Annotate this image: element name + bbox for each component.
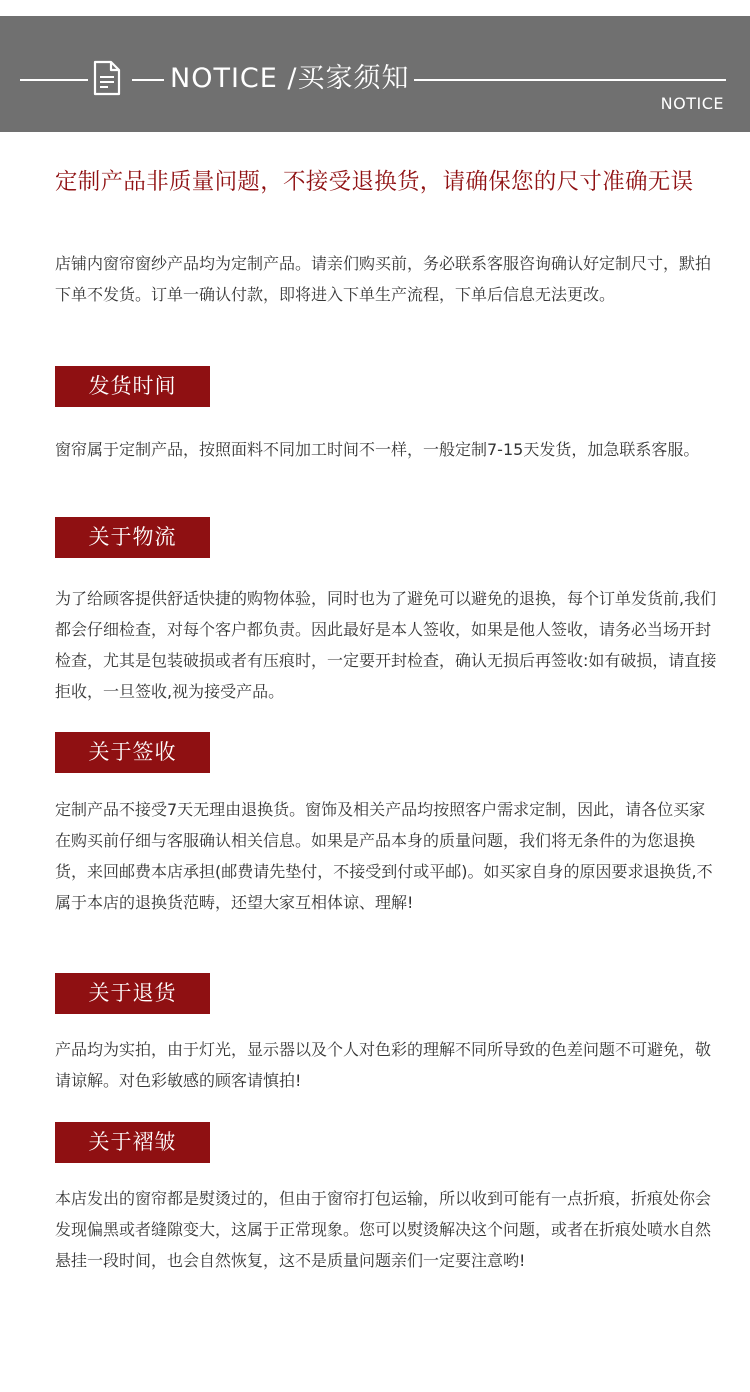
section-label-returns: 关于退货 [55,973,210,1014]
notice-header [0,16,750,132]
section-label-logistics: 关于物流 [55,517,210,558]
section-text-returns: 产品均为实拍，由于灯光，显示器以及个人对色彩的理解不同所导致的色差问题不可避免，敬请谅解。对色彩敏感的顾客请慎拍! [55,1040,712,1090]
divider-line-right [414,79,726,81]
section-label-creases: 关于褶皱 [55,1122,210,1163]
section-text-creases: 本店发出的窗帘都是熨烫过的，但由于窗帘打包运输，所以收到可能有一点折痕，折痕处你会发现偏黑或者缝隙变大，这属于正常现象。您可以熨烫解决这个问题，或者在折痕处喷水自然悬挂一段时间，也会自然恢复，这不是质量问题亲们一定要注意哟! [55,1189,712,1270]
section-text-logistics: 为了给顾客提供舒适快捷的购物体验，同时也为了避免可以避免的退换，每个订单发货前,我们都会仔细检查，对每个客户都负责。因此最好是本人签收，如果是他人签收，请务必当场开封检查，尤其是包装破损或者有压痕时，一定要开封检查，确认无损后再签收:如有破损，请直接拒收，一旦签收,视为接受产品。 [55,589,717,701]
section-text-shipping-time: 窗帘属于定制产品，按照面料不同加工时间不一样，一般定制7-15天发货，加急联系客服。 [55,440,700,459]
section-label-shipping-time: 发货时间 [55,366,210,407]
intro-text: 店铺内窗帘窗纱产品均为定制产品。请亲们购买前，务必联系客服咨询确认好定制尺寸，默拍下单不发货。订单一确认付款，即将进入下单生产流程，下单后信息无法更改。 [55,254,712,304]
header-title: NOTICE /买家须知 [170,63,410,94]
section-text-receipt: 定制产品不接受7天无理由退换货。窗饰及相关产品均按照客户需求定制，因此，请各位买家在购买前仔细与客服确认相关信息。如果是产品本身的质量问题，我们将无条件的为您退换货，来回邮费本店承担(邮费请先垫付，不接受到付或平邮)。如买家自身的原因要求退换货,不属于本店的退换货范畴，还望大家互相体谅、理解! [55,800,713,912]
divider-line-mid [132,79,164,81]
divider-line-left [20,79,88,81]
document-icon [92,60,122,96]
intro-headline: 定制产品非质量问题，不接受退换货，请确保您的尺寸准确无误 [55,169,694,195]
header-subtitle: NOTICE [660,94,724,113]
section-label-receipt: 关于签收 [55,732,210,773]
